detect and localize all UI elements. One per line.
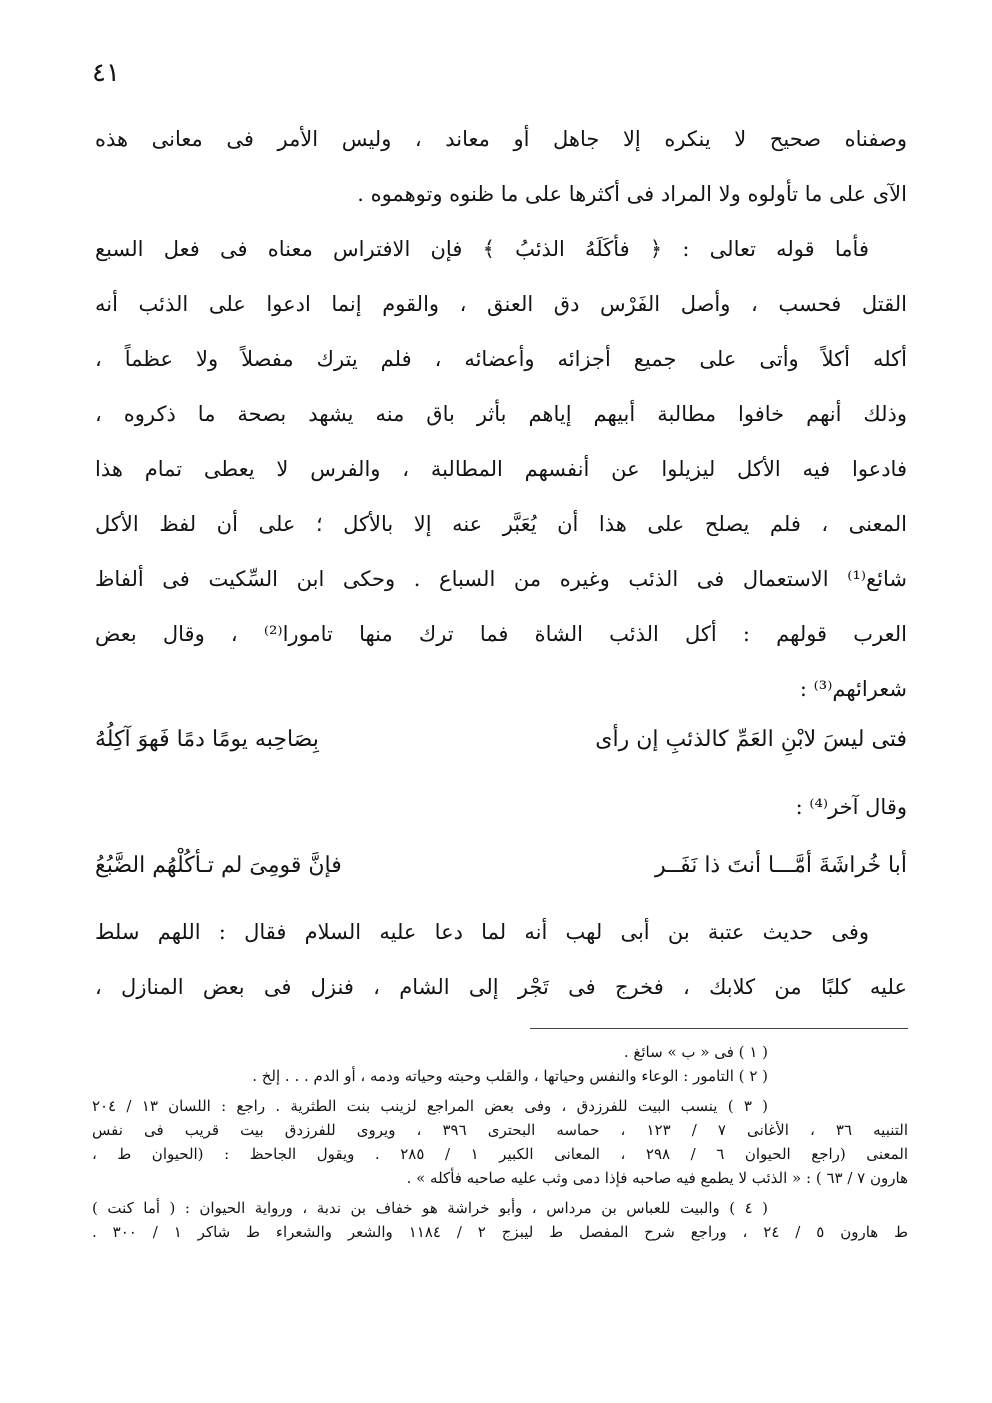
- verse-2-second-hemistich: فإنَّ قومِىَ لم تـأكُلْهُم الضَّبُعُ: [95, 853, 342, 878]
- footnote-1: ( ١ ) فى « ب » سائغ .: [623, 1043, 768, 1061]
- text-line: القتل فحسب ، وأصل الفَرْس دق العنق ، والقوم إنما ادعوا على الذئب أنه: [95, 292, 907, 316]
- text-line: المعنى ، فلم يصلح على هذا أن يُعَبَّر عنه إلا بالأكل ؛ على أن لفظ الأكل: [95, 512, 907, 536]
- footnote-divider: [530, 1028, 908, 1029]
- footnote-3-line: التنبيه ٣٦ ، الأغانى ٧ / ١٢٣ ، حماسه البحترى ٣٩٦ ، ويروى للفرزدق بيت قريب فى نفس: [92, 1121, 908, 1139]
- footnotes: [92, 1040, 908, 1244]
- text-line: العرب قولهم : أكل الذئب الشاة فما ترك منها تامورا⁽²⁾ ، وقال بعض: [95, 622, 907, 646]
- text-line: فأما قوله تعالى : ﴿ فأكَلَهُ الذئبُ ﴾ فإن الافتراس معناه فى فعل السبع: [95, 237, 869, 261]
- verse-1-first-hemistich: فتى ليسَ لابْنِ العَمِّ كالذئبِ إن رأى: [595, 727, 907, 752]
- page-number: ٤١: [92, 58, 120, 88]
- verse-2: [95, 838, 907, 893]
- text-line: الآى على ما تأولوه ولا المراد فى أكثرها على ما ظنوه وتوهموه .: [357, 182, 907, 206]
- text-line: شعرائهم⁽³⁾ :: [799, 677, 907, 701]
- text-line: وفى حديث عتبة بن أبى لهب أنه لما دعا عليه السلام فقال : اللهم سلط: [95, 920, 869, 944]
- footnote-3-line: ( ٣ ) ينسب البيت للفرزدق ، وفى بعض المراجع لزينب بنت الطثرية . راجع : اللسان ١٣ / ٢٠٤: [92, 1097, 769, 1115]
- footnote-4-line: ط هارون ٥ / ٢٤ ، وراجع شرح المفصل ط ليبزج ٢ / ١١٨٤ والشعر والشعراء ط شاكر ١ / ٣٠٠ .: [92, 1223, 908, 1241]
- verse-1-second-hemistich: بِصَاحِبه يومًا دمًا فَهوَ آكِلُهُ: [95, 727, 319, 752]
- verse-1: [95, 712, 907, 767]
- footnote-3-line: المعنى (راجع الحيوان ٦ / ٢٩٨ ، المعانى الكبير ١ / ٢٨٥ . ويقول الجاحظ : (الحيوان ط ،: [92, 1145, 908, 1163]
- text-line: شائع⁽¹⁾ الاستعمال فى الذئب وغيره من السباع . وحكى ابن السِّكيت فى ألفاظ: [95, 567, 907, 591]
- text-line: أكله أكلاً وأتى على جميع أجزائه وأعضائه ، فلم يترك مفصلاً ولا عظماً ،: [95, 347, 907, 371]
- verse-2-intro: وقال آخر⁽⁴⁾ :: [795, 795, 907, 819]
- text-line: وصفناه صحيح لا ينكره إلا جاهل أو معاند ، وليس الأمر فى معانى هذه: [95, 127, 907, 151]
- text-line: عليه كلبًا من كلابك ، فخرج فى تَجْر إلى الشام ، فنزل فى بعض المنازل ،: [95, 975, 907, 999]
- body-paragraph: [95, 112, 907, 717]
- closing-paragraph: [95, 905, 907, 1015]
- text-line: فادعوا فيه الأكل ليزيلوا عن أنفسهم المطالبة ، والفرس لا يعطى تمام هذا: [95, 457, 907, 481]
- footnote-3-line: هارون ٧ / ٦٣ ) : « الذئب لا يطمع فيه صاحبه فإذا دمى وثب عليه صاحبه فأكله » .: [406, 1169, 908, 1187]
- verse-2-first-hemistich: أبا خُراشَةَ أمَّـــا أنتَ ذا نَفَــر: [655, 853, 907, 878]
- footnote-2: ( ٢ ) التامور : الوعاء والنفس وحياتها ، والقلب وحبته وحياته ودمه ، أو الدم . . . إلخ .: [252, 1067, 768, 1085]
- text-line: وذلك أنهم خافوا مطالبة أبيهم إياهم بأثر باق منه يشهد بصحة ما ذكروه ،: [95, 402, 907, 426]
- footnote-4-line: ( ٤ ) والبيت للعباس بن مرداس ، وأبو خراشة هو خفاف بن ندبة ، ورواية الحيوان : ( أما كنت ): [92, 1199, 769, 1217]
